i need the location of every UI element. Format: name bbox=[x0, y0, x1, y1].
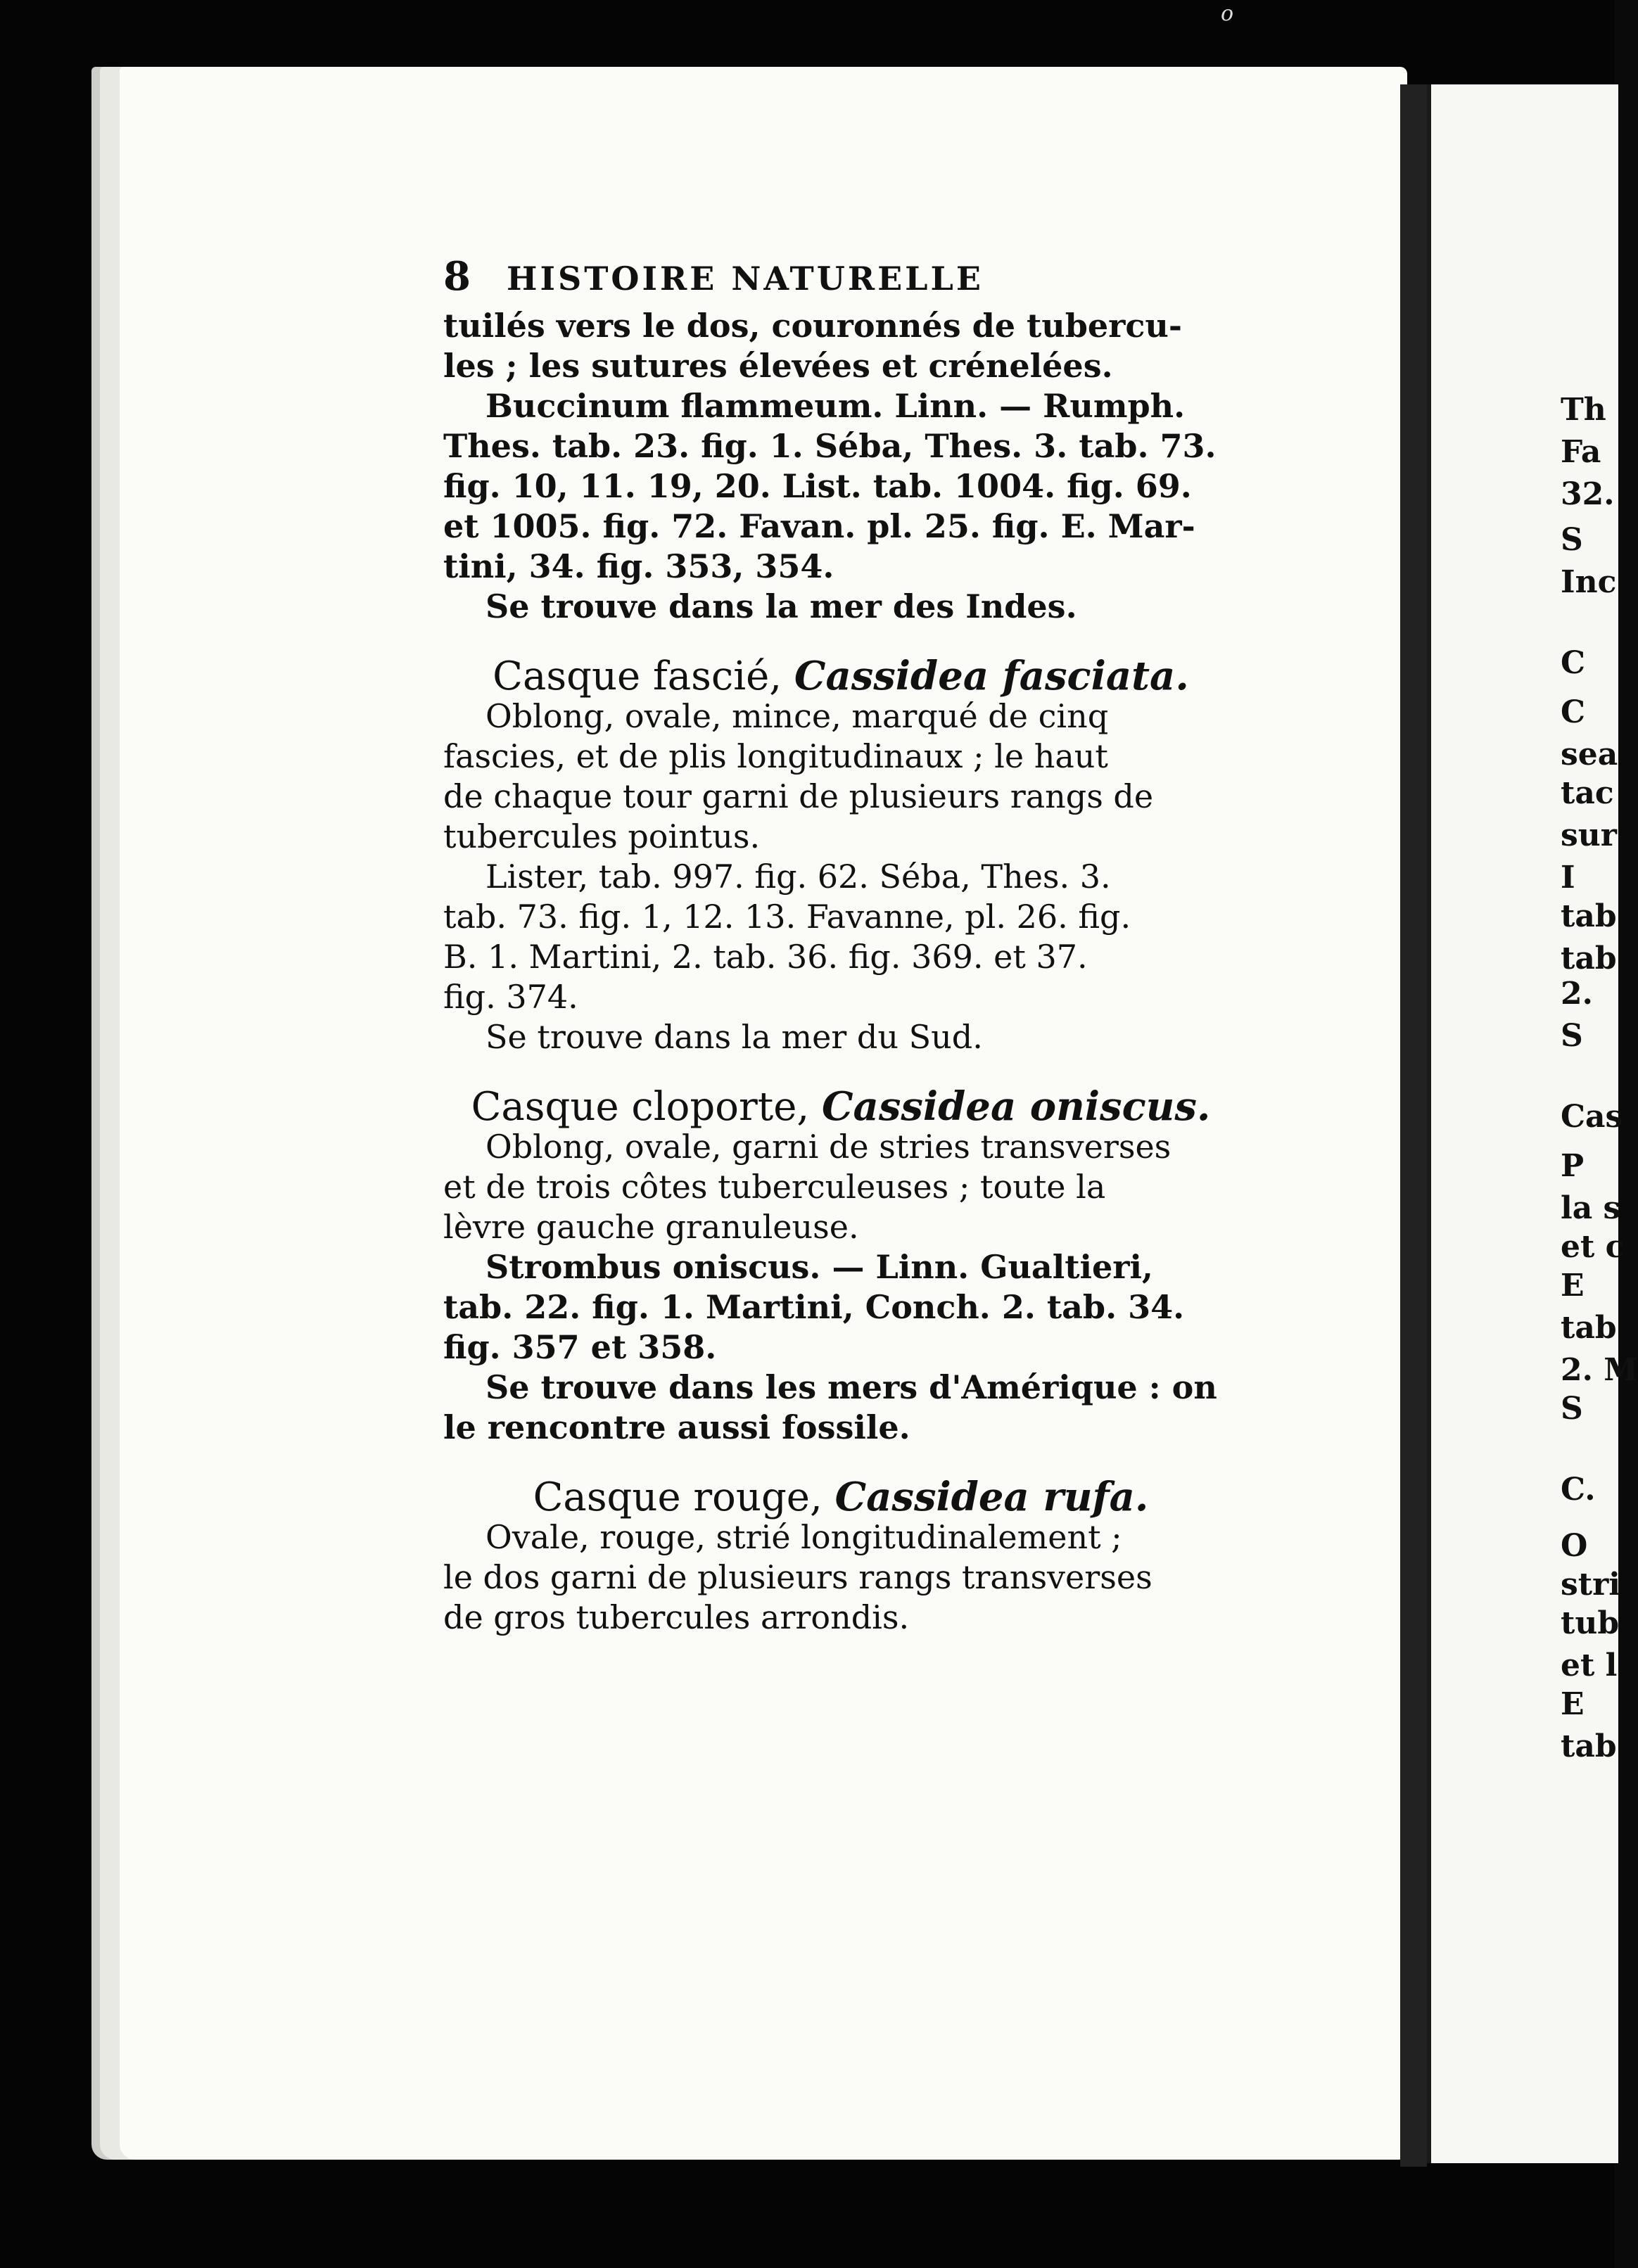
reference-line: Buccinum flammeum. Linn. — Rumph. bbox=[485, 387, 1186, 425]
right-page-fragment: Inc bbox=[1561, 564, 1617, 600]
right-page-fragment: et l bbox=[1561, 1648, 1618, 1683]
right-page-fragment: stri bbox=[1561, 1567, 1620, 1603]
right-page-fragment: tub bbox=[1561, 1605, 1620, 1641]
right-page-fragment: C bbox=[1561, 645, 1586, 681]
right-page-fragment: tab bbox=[1561, 941, 1617, 976]
right-page-fragment: C bbox=[1561, 694, 1586, 730]
locality-line: le rencontre aussi fossile. bbox=[443, 1408, 910, 1446]
reference-line: tab. 22. fig. 1. Martini, Conch. 2. tab. 34. bbox=[443, 1288, 1185, 1326]
right-page-fragment: O bbox=[1561, 1528, 1588, 1564]
description-line: le dos garni de plusieurs rangs transverses bbox=[443, 1558, 1153, 1596]
right-page-fragment: sea bbox=[1561, 737, 1618, 772]
right-page-fragment: I bbox=[1561, 860, 1575, 896]
reference-line: B. 1. Martini, 2. tab. 36. fig. 369. et 37. bbox=[443, 938, 1088, 976]
description-line: Ovale, rouge, strié longitudinalement ; bbox=[485, 1518, 1122, 1556]
reference-line: tab. 73. fig. 1, 12. 13. Favanne, pl. 26. fig. bbox=[443, 898, 1131, 936]
description-line: et de trois côtes tuberculeuses ; toute la bbox=[443, 1168, 1106, 1206]
entry-heading-latin: Cassidea fasciata. bbox=[794, 653, 1189, 699]
right-page-fragment: tab bbox=[1561, 1728, 1617, 1764]
description-line: tubercules pointus. bbox=[443, 817, 761, 855]
entry-heading bbox=[443, 1083, 1238, 1130]
right-page-fragment: sur bbox=[1561, 817, 1617, 853]
right-page-fragment: E bbox=[1561, 1686, 1585, 1722]
description-line: de chaque tour garni de plusieurs rangs de bbox=[443, 777, 1154, 815]
right-page-fragment: 32. bbox=[1561, 476, 1615, 512]
right-page-fragment: S bbox=[1561, 522, 1583, 558]
description-line: lèvre gauche granuleuse. bbox=[443, 1208, 859, 1246]
reference-line: fig. 357 et 358. bbox=[443, 1328, 717, 1366]
entry-heading bbox=[443, 1474, 1238, 1520]
right-page-fragment: tab bbox=[1561, 898, 1617, 934]
page-header bbox=[443, 253, 1238, 300]
entry-heading-fr: Casque rouge, bbox=[533, 1474, 823, 1520]
locality-line: Se trouve dans les mers d'Amérique : on bbox=[485, 1368, 1217, 1406]
reference-line: fig. 10, 11. 19, 20. List. tab. 1004. fig. 69. bbox=[443, 467, 1192, 505]
right-page-fragment: C. bbox=[1561, 1472, 1596, 1508]
corner-mark: o bbox=[1221, 1, 1234, 26]
entry-heading-latin: Cassidea rufa. bbox=[834, 1474, 1149, 1520]
reference-line: Lister, tab. 997. fig. 62. Séba, Thes. 3. bbox=[485, 858, 1111, 896]
reference-line: et 1005. fig. 72. Favan. pl. 25. fig. E. Mar- bbox=[443, 507, 1195, 545]
right-page-fragment: S bbox=[1561, 1018, 1583, 1054]
reference-line: fig. 374. bbox=[443, 978, 578, 1016]
reference-line: Thes. tab. 23. fig. 1. Séba, Thes. 3. tab. 73. bbox=[443, 427, 1217, 465]
page-number: 8 bbox=[443, 253, 471, 300]
right-page-fragment: et c bbox=[1561, 1229, 1625, 1265]
running-title: HISTOIRE NATURELLE bbox=[507, 260, 984, 298]
continuation-line: les ; les sutures élevées et crénelées. bbox=[443, 347, 1113, 385]
description-line: de gros tubercules arrondis. bbox=[443, 1598, 910, 1636]
entry-heading-fr: Casque cloporte, bbox=[471, 1084, 810, 1130]
right-page-fragment: Cas bbox=[1561, 1099, 1623, 1135]
description-line: Oblong, ovale, garni de stries transverses bbox=[485, 1128, 1172, 1166]
locality-line: Se trouve dans la mer des Indes. bbox=[485, 587, 1077, 625]
right-page-fragment: la s bbox=[1561, 1190, 1621, 1226]
right-page-fragment: tac bbox=[1561, 775, 1614, 811]
book-gutter bbox=[1400, 84, 1427, 2167]
right-page-fragment: tab bbox=[1561, 1310, 1617, 1346]
reference-line: tini, 34. fig. 353, 354. bbox=[443, 547, 834, 585]
entry-heading-latin: Cassidea oniscus. bbox=[821, 1083, 1211, 1130]
reference-line: Strombus oniscus. — Linn. Gualtieri, bbox=[485, 1248, 1153, 1286]
entry-heading-fr: Casque fascié, bbox=[493, 654, 782, 699]
right-page-fragment: Fa bbox=[1561, 434, 1601, 470]
entry-heading bbox=[443, 653, 1238, 699]
right-page-fragment: E bbox=[1561, 1268, 1585, 1304]
description-line: Oblong, ovale, mince, marqué de cinq bbox=[485, 697, 1109, 735]
page-text bbox=[443, 253, 1238, 1638]
continuation-line: tuilés vers le dos, couronnés de tubercu- bbox=[443, 307, 1182, 345]
right-page-fragment: Th bbox=[1561, 392, 1606, 428]
right-page-fragment: 2. bbox=[1561, 976, 1593, 1012]
locality-line: Se trouve dans la mer du Sud. bbox=[485, 1018, 983, 1056]
right-page-fragment: 2. M bbox=[1561, 1352, 1638, 1388]
right-page-fragment: S bbox=[1561, 1391, 1583, 1427]
right-page-fragment: P bbox=[1561, 1148, 1585, 1184]
description-line: fascies, et de plis longitudinaux ; le haut bbox=[443, 737, 1108, 775]
